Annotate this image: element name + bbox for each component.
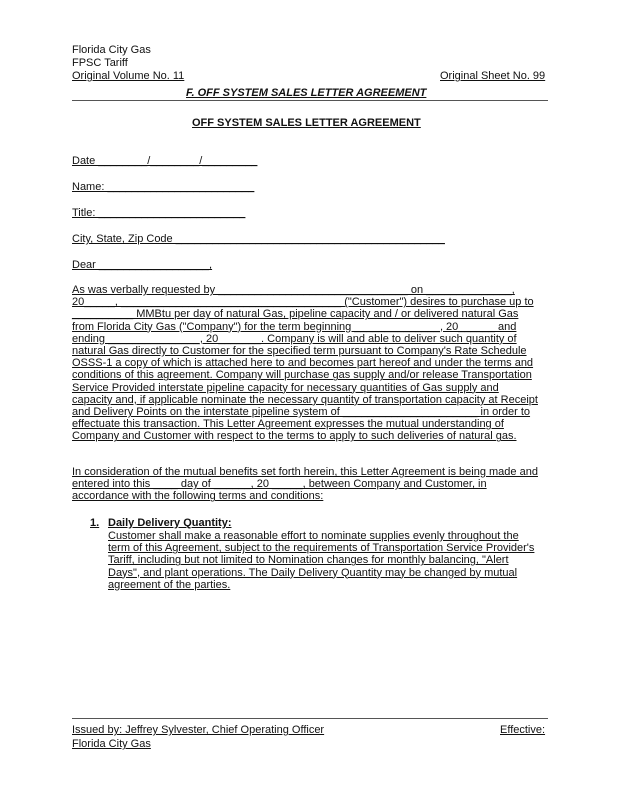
term-line: Customer shall make a reasonable effort to nominate supplies evenly throughout the (108, 530, 519, 542)
body-line: natural Gas directly to Customer for the specified term pursuant to Company's Rate Schedule (72, 345, 527, 358)
body-line: __________ MMBtu per day of natural Gas, pipeline capacity and / or delivered natural Gas (72, 308, 519, 321)
body-line: effectuate this transaction. This Letter Agreement expresses the mutual understanding of (72, 418, 504, 431)
header-tariff: FPSC Tariff (72, 57, 128, 69)
term-body (108, 530, 548, 591)
consideration-line: accordance with the following terms and conditions: (72, 490, 324, 503)
footer-company: Florida City Gas (72, 738, 151, 750)
footer-effective: Effective: (500, 724, 546, 736)
body-line: Company and Customer with respect to the terms to apply to such deliveries of natural gas. (72, 430, 517, 443)
body-line: OSSS-1 a copy of which is attached here to and becomes part hereof and under the terms and (72, 357, 534, 370)
footer-divider (72, 718, 548, 719)
footer-issued-by: Issued by: Jeffrey Sylvester, Chief Operating Officer (72, 724, 325, 736)
body-line: conditions of this agreement. Company will purchase gas supply and/or release Transportation (72, 369, 532, 382)
body-line: ending _______________, 20_______. Company is will and able to deliver such quantity of (72, 332, 517, 345)
body-paragraph (72, 284, 552, 443)
date-field: Date ________/________/_________ (72, 155, 258, 167)
header-volume: Original Volume No. 11 (72, 70, 185, 82)
term-heading: Daily Delivery Quantity: (108, 517, 232, 529)
title-field: Title: ________________________ (72, 207, 246, 219)
body-line: capacity and, if applicable nominate the necessary quantity of transportation capacity at Receipt (72, 393, 538, 406)
city-state-zip-field: City, State, Zip Code ____________________________________________ (72, 233, 445, 245)
body-line: As was verbally requested by _______________________________ on ______________, (72, 284, 515, 296)
term-line: Days", and plant operations. The Daily Delivery Quantity may be changed by mutual (108, 566, 518, 579)
consideration-line: In consideration of the mutual benefits set forth herein, this Letter Agreement is being made and (72, 466, 538, 478)
section-title: F. OFF SYSTEM SALES LETTER AGREEMENT (186, 87, 427, 99)
term-line: Tariff, including but not limited to Nomination changes for monthly balancing, "Alert (108, 554, 509, 567)
name-field: Name: ________________________ (72, 181, 255, 193)
body-line: 20_____, ____________________________________ ("Customer") desires to purchase up to (72, 296, 534, 309)
dear-field: Dear __________________, (72, 259, 213, 271)
header-sheet: Original Sheet No. 99 (440, 70, 546, 82)
header-company: Florida City Gas (72, 44, 151, 56)
body-line: Service Provided interstate pipeline capacity for necessary quantities of Gas supply and (72, 381, 499, 394)
header-divider (72, 100, 548, 101)
term-line: term of this Agreement, subject to the requirements of Transportation Service Provider's (108, 542, 535, 555)
letter-title: OFF SYSTEM SALES LETTER AGREEMENT (192, 117, 421, 129)
consideration-line: entered into this ____ day of ______, 20 _____, between Company and Customer, in (72, 478, 487, 491)
term-line: agreement of the parties. (108, 578, 231, 591)
body-line: from Florida City Gas ("Company") for the term beginning ______________, 20______ and (72, 320, 517, 333)
consideration-paragraph (72, 466, 552, 503)
body-line: and Delivery Points on the interstate pipeline system of ______________________ in order to (72, 406, 531, 419)
term-number: 1. (90, 517, 100, 529)
